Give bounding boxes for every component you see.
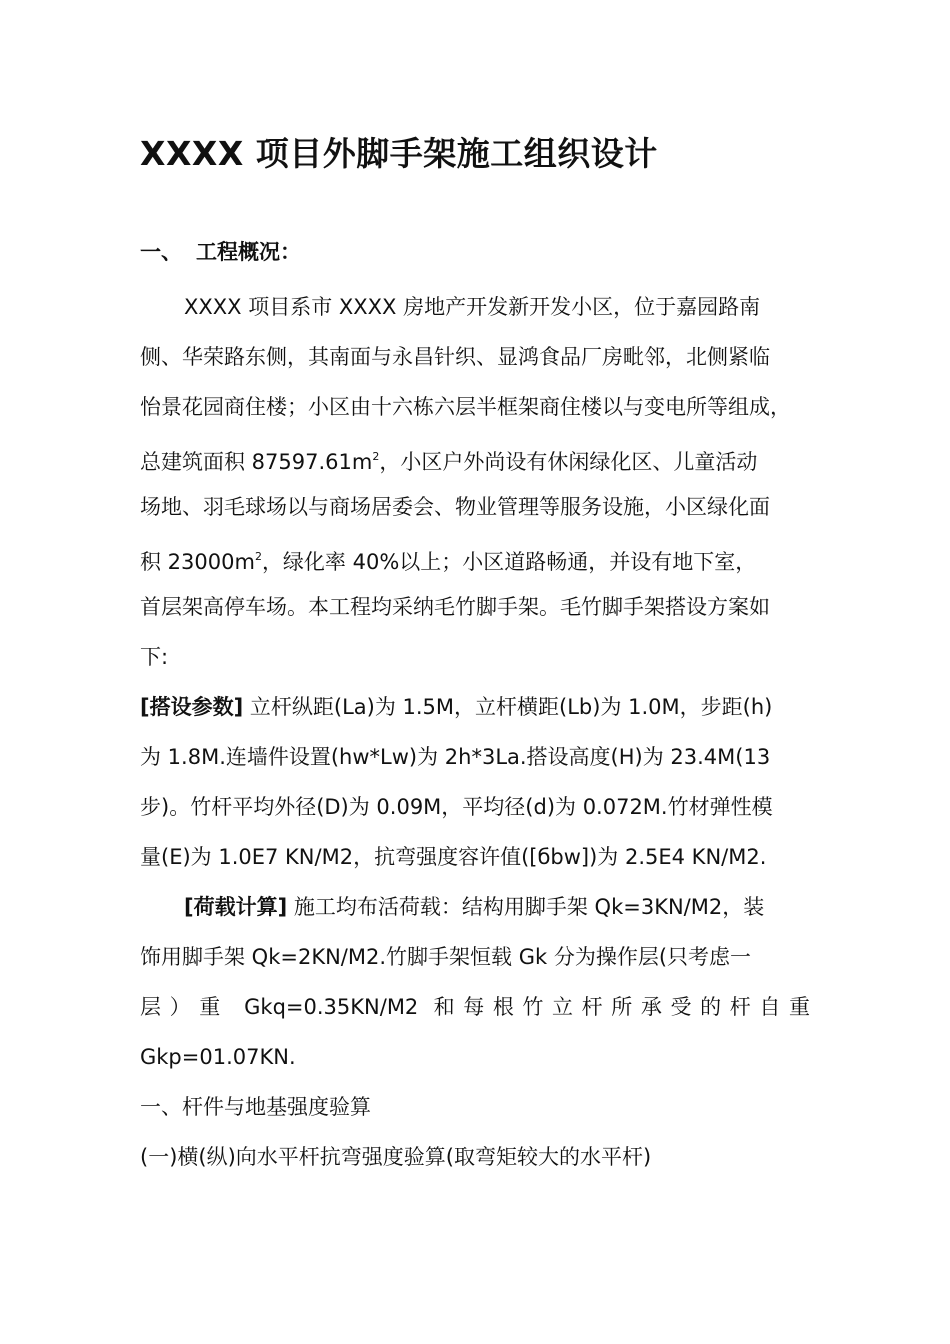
params-line-1 <box>140 692 772 722</box>
params-line-2: 为 1.8M.连墙件设置(hw*Lw)为 2h*3La.搭设高度(H)为 23.4M(13 <box>140 745 771 769</box>
overview-line-8: 下: <box>140 645 169 669</box>
load-label: [荷载计算] <box>184 895 288 919</box>
params-line-3: 步)。竹杆平均外径(D)为 0.09M，平均径(d)为 0.072M.竹材弹性模 <box>140 795 773 819</box>
params-line-4: 量(E)为 1.0E7 KN/M2，抗弯强度容许值([бbw])为 2.5E4 KN/M2. <box>140 845 767 869</box>
section2-subheading: (一)横(纵)向水平杆抗弯强度验算(取弯矩较大的水平杆) <box>140 1145 652 1169</box>
superscript: 2 <box>372 450 380 463</box>
section2-heading: 一、杆件与地基强度验算 <box>140 1095 371 1119</box>
section-heading <box>140 236 301 266</box>
overview-line-4b: ，小区户外尚设有休闲绿化区、儿童活动 <box>379 450 758 474</box>
load-line-2: 饰用脚手架 Qk=2KN/M2.竹脚手架恒载 Gk 分为操作层(只考虑一 <box>140 945 752 969</box>
params-label: [搭设参数] <box>140 695 244 719</box>
overview-line-4a: 总建筑面积 87597.61m <box>140 450 373 474</box>
overview-line-6 <box>140 542 756 577</box>
superscript: 2 <box>254 550 262 563</box>
overview-line-4 <box>140 442 757 477</box>
overview-line-2: 侧、华荣路东侧，其南面与永昌针织、显鸿食品厂房毗邻，北侧紧临 <box>140 345 770 369</box>
load-line-1-text: 施工均布活荷载：结构用脚手架 Qk=3KN/M2，装 <box>287 895 765 919</box>
params-line-1-text: 立杆纵距(La)为 1.5M，立杆横距(Lb)为 1.0M，步距(h) <box>243 695 773 719</box>
overview-line-1: XXXX 项目系市 XXXX 房地产开发新开发小区，位于嘉园路南 <box>184 295 761 319</box>
document-title: XXXX 项目外脚手架施工组织设计 <box>140 134 658 173</box>
overview-line-6a: 积 23000m <box>140 550 255 574</box>
overview-line-7: 首层架高停车场。本工程均采纳毛竹脚手架。毛竹脚手架搭设方案如 <box>140 595 770 619</box>
section-title: 工程概况： <box>196 240 301 264</box>
load-line-3: 层）重 Gkq=0.35KN/M2 和每根竹立杆所承受的杆自重 <box>140 995 810 1019</box>
overview-line-6b: ，绿化率 40%以上；小区道路畅通，并设有地下室， <box>261 550 757 574</box>
overview-line-3: 怡景花园商住楼；小区由十六栋六层半框架商住楼以与变电所等组成， <box>140 395 791 419</box>
load-line-4: Gkp=01.07KN. <box>140 1045 296 1069</box>
load-line-1 <box>184 892 764 922</box>
overview-line-5: 场地、羽毛球场以与商场居委会、物业管理等服务设施，小区绿化面 <box>140 495 770 519</box>
section-number: 一、 <box>140 240 182 264</box>
